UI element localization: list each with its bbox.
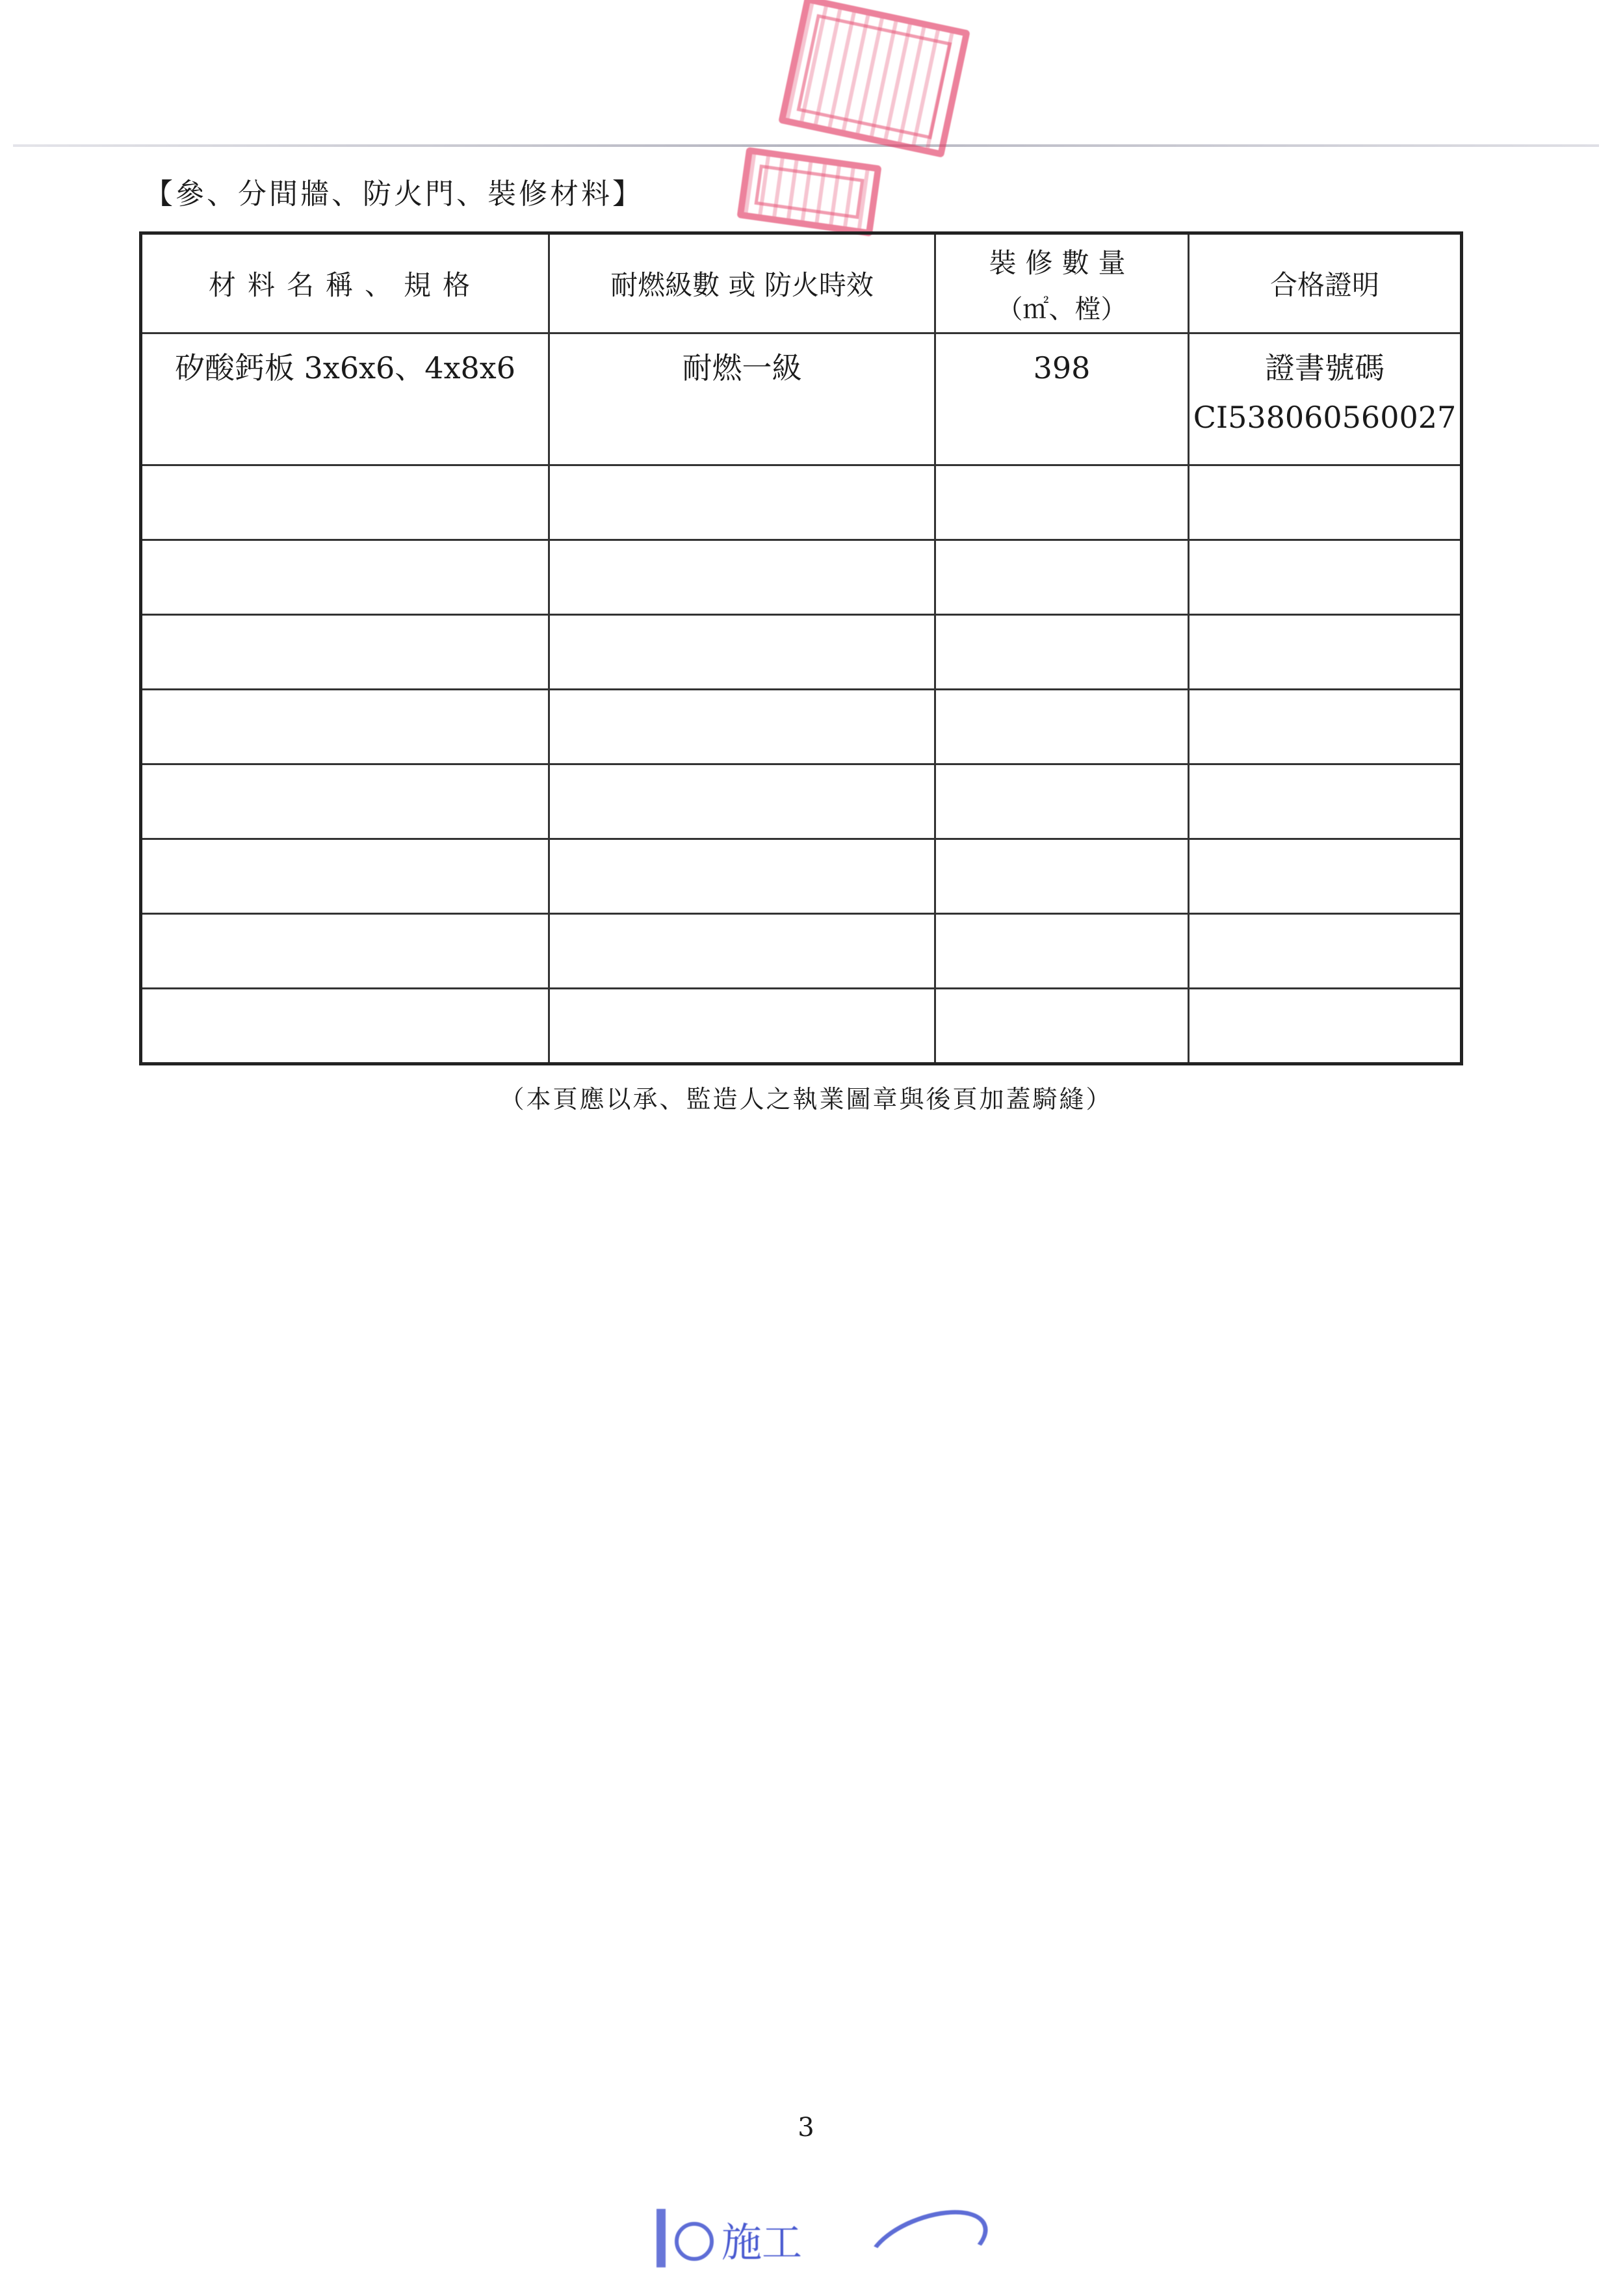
- empty-cell: [141, 690, 549, 764]
- empty-cell: [141, 540, 549, 615]
- empty-cell: [1189, 914, 1462, 989]
- empty-table-row: [141, 839, 1462, 914]
- empty-table-row: [141, 690, 1462, 764]
- empty-cell: [549, 690, 935, 764]
- empty-cell: [1189, 615, 1462, 690]
- empty-cell: [549, 839, 935, 914]
- empty-cell: [141, 914, 549, 989]
- table-row: [141, 333, 1462, 465]
- cell-fire-rating: 耐燃一級: [549, 333, 935, 465]
- empty-cell: [1189, 540, 1462, 615]
- certificate-number: CI538060560027: [1193, 400, 1457, 435]
- empty-table-row: [141, 615, 1462, 690]
- empty-table-row: [141, 764, 1462, 839]
- empty-cell: [141, 764, 549, 839]
- empty-cell: [935, 839, 1189, 914]
- header-quantity-title: 裝修數量: [989, 246, 1135, 279]
- empty-cell: [141, 465, 549, 540]
- red-seal-stamp-secondary: [736, 147, 881, 237]
- empty-cell: [549, 615, 935, 690]
- empty-cell: [935, 465, 1189, 540]
- cell-certificate: [1189, 333, 1462, 465]
- page-number: 3: [798, 2113, 814, 2143]
- empty-cell: [935, 540, 1189, 615]
- seam-stamp-note: （本頁應以承、監造人之執業圖章與後頁加蓋騎縫）: [499, 1085, 1113, 1114]
- table-header-row: [141, 233, 1462, 333]
- empty-cell: [549, 540, 935, 615]
- empty-table-row: [141, 914, 1462, 989]
- red-seal-stamp: [778, 0, 970, 158]
- header-quantity-unit: （㎡、樘）: [996, 294, 1127, 324]
- header-certificate: 合格證明: [1189, 233, 1462, 333]
- section-title: 【參、分間牆、防火門、裝修材料】: [144, 177, 644, 211]
- empty-cell: [935, 989, 1189, 1064]
- empty-cell: [935, 690, 1189, 764]
- blue-stamp-text: 施工: [722, 2219, 803, 2266]
- certificate-label: 證書號碼: [1265, 350, 1384, 385]
- cell-quantity: 398: [935, 333, 1189, 465]
- empty-cell: [1189, 690, 1462, 764]
- cell-material-name: 矽酸鈣板 3x6x6、4x8x6: [141, 333, 549, 465]
- empty-table-row: [141, 540, 1462, 615]
- empty-cell: [141, 615, 549, 690]
- empty-cell: [141, 989, 549, 1064]
- blue-construction-stamp: [644, 2202, 994, 2274]
- header-quantity: [935, 233, 1189, 333]
- empty-table-row: [141, 465, 1462, 540]
- empty-table-row: [141, 989, 1462, 1064]
- header-material-name: 材料名稱、規格: [141, 233, 549, 333]
- scan-fold-line: [13, 144, 1599, 147]
- empty-cell: [549, 989, 935, 1064]
- empty-cell: [1189, 465, 1462, 540]
- empty-cell: [1189, 989, 1462, 1064]
- empty-cell: [549, 764, 935, 839]
- empty-cell: [549, 914, 935, 989]
- empty-cell: [935, 615, 1189, 690]
- empty-cell: [549, 465, 935, 540]
- materials-table: [139, 231, 1463, 1065]
- empty-cell: [935, 914, 1189, 989]
- header-fire-rating: 耐燃級數 或 防火時效: [549, 233, 935, 333]
- plum-blossom-emblem-icon: [675, 2222, 714, 2261]
- empty-cell: [1189, 764, 1462, 839]
- empty-cell: [141, 839, 549, 914]
- empty-cell: [1189, 839, 1462, 914]
- empty-cell: [935, 764, 1189, 839]
